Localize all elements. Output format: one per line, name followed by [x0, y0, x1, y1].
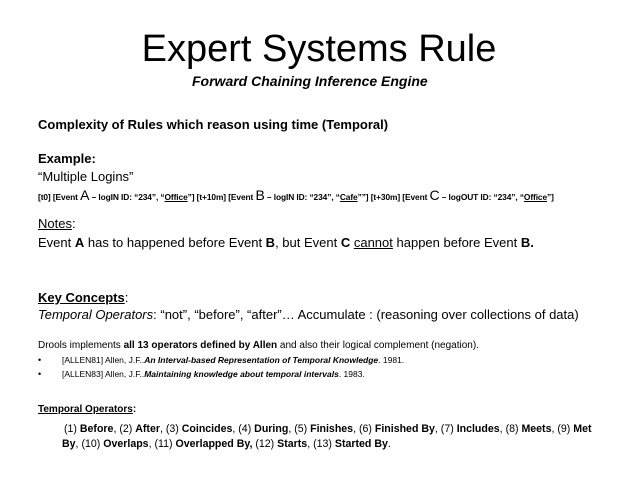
notes-event-b-end: B.: [520, 235, 534, 250]
operator-name: Overlaps: [103, 438, 149, 450]
operator-name: Starts: [277, 438, 308, 450]
operator-separator: ,: [113, 423, 120, 435]
slide-title: Expert Systems Rule: [141, 28, 497, 70]
event-sequence: [38, 187, 554, 203]
temporal-operators-text: : “not”, “before”, “after”… Accumulate : (reasoning over collections of data): [153, 307, 579, 322]
event-b-letter: B: [255, 187, 265, 203]
operator-separator: ,: [499, 423, 506, 435]
key-concepts-text: [38, 307, 579, 322]
operator-number: (1): [64, 423, 80, 435]
operator-name: Overlapped By,: [175, 438, 253, 450]
event-c-end: ”]: [547, 192, 554, 202]
event-c-letter: C: [429, 187, 440, 203]
operator-separator: ,: [159, 423, 166, 435]
event-b-location: Cafe: [339, 192, 358, 202]
operator-separator: .: [387, 438, 391, 450]
drools-text: [38, 340, 479, 351]
ref-title: An Interval-based Representation of Temporal Knowledge: [144, 355, 379, 365]
time-t10: [t+10m]: [196, 192, 226, 202]
ref-author: [ALLEN81] Allen, J.F..: [62, 355, 145, 365]
time-t0: [t0]: [38, 192, 51, 202]
operator-separator: ,: [307, 438, 314, 450]
operator-number: (10): [81, 438, 104, 450]
operator-number: (11): [154, 438, 176, 450]
operator-separator: ,: [434, 423, 441, 435]
time-t30: [t+30m]: [370, 192, 401, 202]
operator-name: Coincides: [181, 423, 233, 435]
event-c-location: Office: [523, 192, 548, 202]
notes-heading-colon: :: [71, 216, 76, 231]
notes-text: [38, 235, 534, 250]
operator-number: (6): [358, 423, 375, 435]
operator-name: Finishes: [310, 423, 354, 435]
temporal-operators-list: [62, 422, 610, 452]
event-a-prefix: [Event: [52, 192, 81, 202]
temporal-operators-heading-colon: :: [132, 404, 137, 415]
bullet-icon: •: [38, 355, 42, 365]
ref-author: [ALLEN83] Allen, J.F..: [62, 369, 145, 379]
operator-number: (4): [238, 423, 255, 435]
operator-number: (7): [440, 423, 457, 435]
drools-bold: all 13 operators defined by Allen: [123, 340, 278, 351]
example-heading: Example:: [38, 151, 96, 166]
operator-number: (5): [294, 423, 311, 435]
event-a-detail: – logIN ID: “234”, “: [89, 192, 165, 202]
notes-event-b: B: [265, 235, 276, 250]
key-concepts-heading: [38, 290, 128, 305]
notes-part: happen before Event: [392, 235, 521, 250]
event-a-end: ”]: [187, 192, 195, 202]
event-b-detail: – logIN ID: “234”, “: [264, 192, 340, 202]
ref-year: . 1983.: [338, 369, 365, 379]
operator-separator: ,: [288, 423, 295, 435]
example-quote: “Multiple Logins”: [38, 169, 134, 184]
key-concepts-colon: :: [124, 290, 129, 305]
ref-title: Maintaining knowledge about temporal intervals: [144, 369, 339, 379]
operator-number: (9): [557, 423, 574, 435]
bullet-icon: •: [38, 369, 42, 379]
event-c-detail: – logOUT ID: “234”, “: [439, 192, 524, 202]
notes-heading-label: Notes: [38, 216, 72, 231]
slide-subtitle: Forward Chaining Inference Engine: [192, 73, 428, 89]
temporal-operators-label: Temporal Operators: [38, 307, 154, 322]
ref-year: . 1981.: [378, 355, 405, 365]
operator-separator: ,: [148, 438, 155, 450]
operator-separator: ,: [353, 423, 359, 435]
notes-part: has to happened before Event: [84, 235, 266, 250]
operator-number: (13): [313, 438, 335, 450]
operator-name: During: [254, 423, 289, 435]
drools-pre: Drools implements: [38, 340, 124, 351]
event-a-letter: A: [80, 187, 90, 203]
notes-heading: [38, 216, 76, 231]
event-b-prefix: [Event: [228, 192, 256, 202]
operator-name: Started By: [334, 438, 388, 450]
event-c-prefix: [Event: [402, 192, 430, 202]
operator-name: Met By: [62, 423, 592, 450]
operator-separator: ,: [551, 423, 558, 435]
complexity-line: Complexity of Rules which reason using time (Temporal): [38, 117, 389, 132]
notes-part: Event: [38, 235, 75, 250]
operator-name: Meets: [521, 423, 552, 435]
reference-allen83: [62, 369, 365, 379]
notes-event-c: C: [340, 235, 351, 250]
notes-event-a: A: [74, 235, 85, 250]
operator-separator: ,: [75, 438, 82, 450]
temporal-operators-heading-label: Temporal Operators: [38, 404, 133, 415]
operator-name: Finished By: [374, 423, 435, 435]
event-a-location: Office: [164, 192, 188, 202]
temporal-operators-heading: [38, 404, 136, 415]
operator-separator: ,: [232, 423, 239, 435]
event-b-end: ””]: [357, 192, 369, 202]
operator-name: Includes: [456, 423, 500, 435]
drools-post: and also their logical complement (negation).: [277, 340, 479, 351]
reference-allen81: [62, 355, 404, 365]
operator-number: (8): [505, 423, 522, 435]
notes-cannot: cannot: [353, 235, 393, 250]
notes-part: , but Event: [275, 235, 341, 250]
operator-name: After: [135, 423, 160, 435]
operator-number: (2): [119, 423, 136, 435]
operator-name: Before: [79, 423, 114, 435]
operator-number: (12): [255, 438, 278, 450]
key-concepts-label: Key Concepts: [38, 290, 125, 305]
operator-number: (3): [165, 423, 182, 435]
